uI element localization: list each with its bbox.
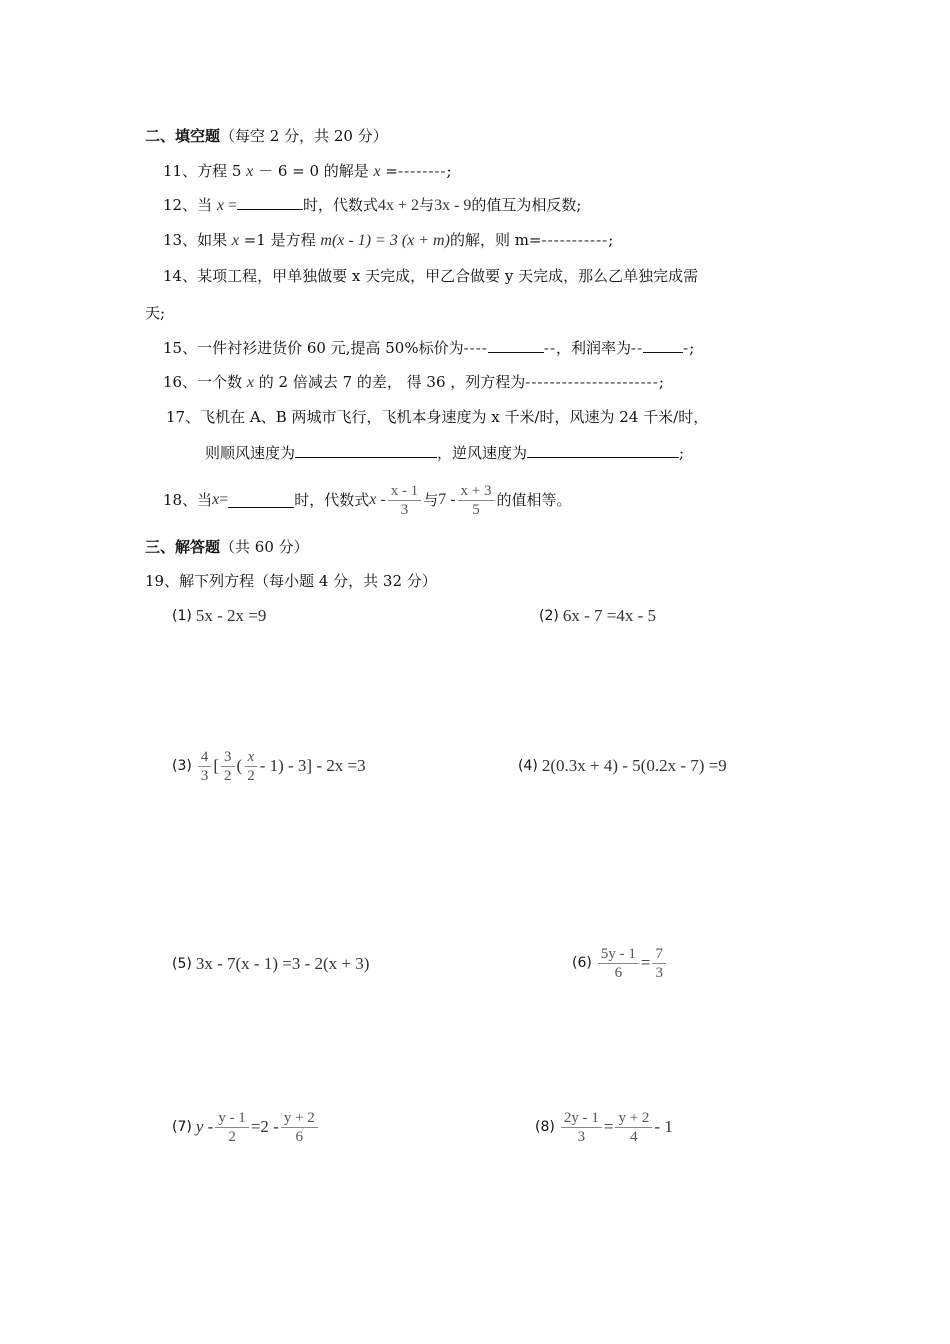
q15-dash3: -- — [631, 339, 644, 357]
section3-heading — [145, 537, 309, 557]
problem-3-fraction-a — [198, 748, 212, 785]
q12-expr2: 3x - 9 — [434, 197, 472, 214]
q12-expr1: 4x + 2 — [378, 197, 420, 214]
question-14-line1: 14、某项工程，甲单独做要 x 天完成，甲乙合做要 y 天完成，那么乙单独完成需 — [163, 267, 699, 285]
p8-a-numerator: 2y - 1 — [561, 1109, 602, 1128]
problem-8-tail: - 1 — [654, 1117, 673, 1136]
p3-c-denominator: 2 — [247, 767, 255, 784]
q18-term2: 7 - — [438, 491, 456, 508]
q18-and: 与 — [423, 491, 439, 509]
q15-dash: ---- — [463, 339, 488, 357]
section2-title: 二、填空题 — [145, 127, 221, 145]
problem-8-fraction-b — [615, 1109, 652, 1146]
question-12 — [163, 195, 581, 216]
problem-2-label: (2) — [539, 608, 559, 624]
section2-heading — [145, 126, 388, 146]
q16-end: ; — [658, 373, 664, 391]
problem-7 — [172, 1105, 320, 1149]
q18-text: 18、当 — [163, 491, 213, 509]
problem-4-label: (4) — [518, 758, 538, 774]
p7-b-numerator: y + 2 — [281, 1109, 318, 1128]
q11-answer-blank[interactable]: -------- — [398, 162, 447, 180]
question-17-line2 — [205, 443, 684, 463]
q12-eq: = — [223, 197, 237, 214]
question-18 — [163, 478, 572, 522]
q13-answer-blank[interactable]: ----------- — [541, 231, 609, 249]
q17-text: 则顺风速度为 — [205, 444, 296, 462]
problem-5-label: (5) — [172, 956, 192, 972]
q18-f1-numerator: x - 1 — [388, 482, 422, 501]
p7-b-denominator: 6 — [295, 1128, 304, 1145]
problem-7-mid: =2 - — [250, 1117, 279, 1136]
problem-5-equation: 3x - 7(x - 1) =3 - 2(x + 3) — [195, 954, 370, 973]
p7-a-denominator: 2 — [228, 1128, 236, 1145]
problem-1-label: (1) — [172, 608, 192, 624]
q11-var2: x — [373, 163, 381, 180]
q18-fraction-2 — [458, 482, 495, 519]
p8-b-denominator: 4 — [630, 1128, 638, 1145]
q18-f1-denominator: 3 — [400, 501, 409, 518]
problem-7-label: (7) — [172, 1119, 192, 1135]
p3-c-numerator: x — [245, 748, 258, 767]
question-19-title: 19、解下列方程（每小题 4 分，共 32 分） — [145, 572, 437, 590]
q17-answer-blank-2[interactable] — [527, 443, 679, 458]
p3-a-denominator: 3 — [200, 767, 209, 784]
problem-6-label: (6) — [572, 955, 592, 971]
problem-8 — [535, 1105, 673, 1149]
q16-text: 16、一个数 — [163, 373, 247, 391]
problem-5 — [172, 952, 369, 976]
problem-4-equation: 2(0.3x + 4) - 5(0.2x - 7) =9 — [541, 756, 727, 775]
q18-f2-denominator: 5 — [472, 501, 480, 518]
problem-3-equation-rest: - 1) - 3] - 2x =3 — [259, 756, 366, 775]
problem-6-fraction-left — [598, 945, 639, 982]
q15-text: 15、一件衬衫进货价 60 元,提高 50%标价为 — [163, 339, 464, 357]
p3-a-numerator: 4 — [198, 748, 212, 767]
section2-note: （每空 2 分，共 20 分） — [220, 127, 388, 145]
q15-answer-blank-1[interactable] — [488, 338, 544, 353]
p6-left-denominator: 6 — [614, 964, 623, 981]
q12-and: 与 — [419, 196, 435, 214]
q15-text-mid: ，利润率为 — [556, 339, 632, 357]
problem-3: (3) $\frac{4}{3}$ [ $\frac{3}{2}$ ( $\frac{x}{2}$ - 1) - 3] - 2x =3 — [172, 748, 366, 784]
question-15 — [163, 338, 694, 358]
q13-text-post: 的解，则 m= — [449, 231, 542, 249]
section3-title: 三、解答题 — [145, 538, 221, 556]
question-16 — [163, 372, 664, 393]
problem-8-equals: = — [603, 1117, 614, 1136]
q13-text-mid: =1 是方程 — [238, 231, 321, 249]
q18-term1: x - — [369, 491, 386, 508]
q15-answer-blank-2[interactable] — [643, 338, 683, 353]
question-11 — [163, 161, 452, 182]
problem-3-fraction-b — [221, 748, 235, 785]
problem-7-fraction-a — [215, 1109, 249, 1146]
q12-text: 12、当 — [163, 196, 217, 214]
q15-dash2: -- — [543, 339, 557, 357]
q11-var: x — [246, 163, 254, 180]
q18-text-post: 的值相等。 — [496, 491, 572, 509]
q16-answer-blank[interactable]: ---------------------- — [525, 373, 659, 391]
q17-end: ; — [679, 444, 685, 462]
problem-2-equation: 6x - 7 =4x - 5 — [562, 606, 657, 625]
problem-7-lead: y - — [195, 1117, 214, 1136]
q13-end: ; — [608, 231, 614, 249]
p6-left-numerator: 5y - 1 — [598, 945, 639, 964]
q18-var: x — [212, 491, 220, 508]
p3-b-denominator: 2 — [224, 767, 232, 784]
q16-var: x — [246, 374, 254, 391]
q18-f2-numerator: x + 3 — [458, 482, 495, 501]
q11-end: ; — [446, 162, 452, 180]
question-14-line2: 天; — [145, 304, 166, 322]
p8-a-denominator: 3 — [577, 1128, 586, 1145]
q12-var: x — [216, 197, 224, 214]
problem-7-fraction-b — [281, 1109, 318, 1146]
q11-text-mid: － 6 = 0 的解是 — [253, 162, 374, 180]
q12-text-post: 的值互为相反数; — [471, 196, 582, 214]
problem-8-label: (8) — [535, 1119, 555, 1135]
q18-text-mid: 时，代数式 — [294, 491, 370, 509]
q15-end: ; — [689, 339, 695, 357]
q18-answer-blank[interactable] — [228, 493, 294, 508]
q11-eq: = — [380, 162, 398, 180]
q13-var: x — [231, 232, 239, 249]
q13-expr: m(x - 1) = 3 (x + m) — [320, 232, 450, 249]
q16-text-mid: 的 2 倍减去 7 的差， 得 36 ，列方程为 — [253, 373, 526, 391]
problem-2 — [539, 604, 656, 628]
q15-dash4: - — [683, 339, 690, 357]
p6-right-numerator: 7 — [652, 945, 666, 964]
question-13 — [163, 230, 613, 251]
q17-text-mid: ，逆风速度为 — [437, 444, 528, 462]
p3-b-numerator: 3 — [221, 748, 235, 767]
q18-eq: = — [219, 491, 229, 508]
problem-8-fraction-a — [561, 1109, 602, 1146]
q13-text: 13、如果 — [163, 231, 232, 249]
problem-6-equals: = — [640, 953, 651, 972]
problem-4 — [518, 754, 727, 778]
p7-a-numerator: y - 1 — [215, 1109, 249, 1128]
q12-answer-blank[interactable] — [237, 195, 303, 210]
p8-b-numerator: y + 2 — [615, 1109, 652, 1128]
problem-1 — [172, 604, 266, 628]
q17-answer-blank-1[interactable] — [295, 443, 437, 458]
problem-6 — [572, 941, 668, 985]
problem-6-fraction-right — [652, 945, 666, 982]
q18-fraction-1 — [388, 482, 422, 519]
q11-text: 11、方程 5 — [163, 162, 247, 180]
q12-text-mid: 时，代数式 — [303, 196, 379, 214]
problem-1-equation: 5x - 2x =9 — [195, 606, 267, 625]
problem-3-fraction-c — [244, 748, 258, 785]
question-17-line1: 17、飞机在 A、B 两城市飞行，飞机本身速度为 x 千米/时，风速为 24 千米/时， — [166, 408, 709, 426]
problem-3-label: (3) — [172, 758, 192, 774]
section3-note: （共 60 分） — [220, 538, 309, 556]
p6-right-denominator: 3 — [655, 964, 663, 981]
